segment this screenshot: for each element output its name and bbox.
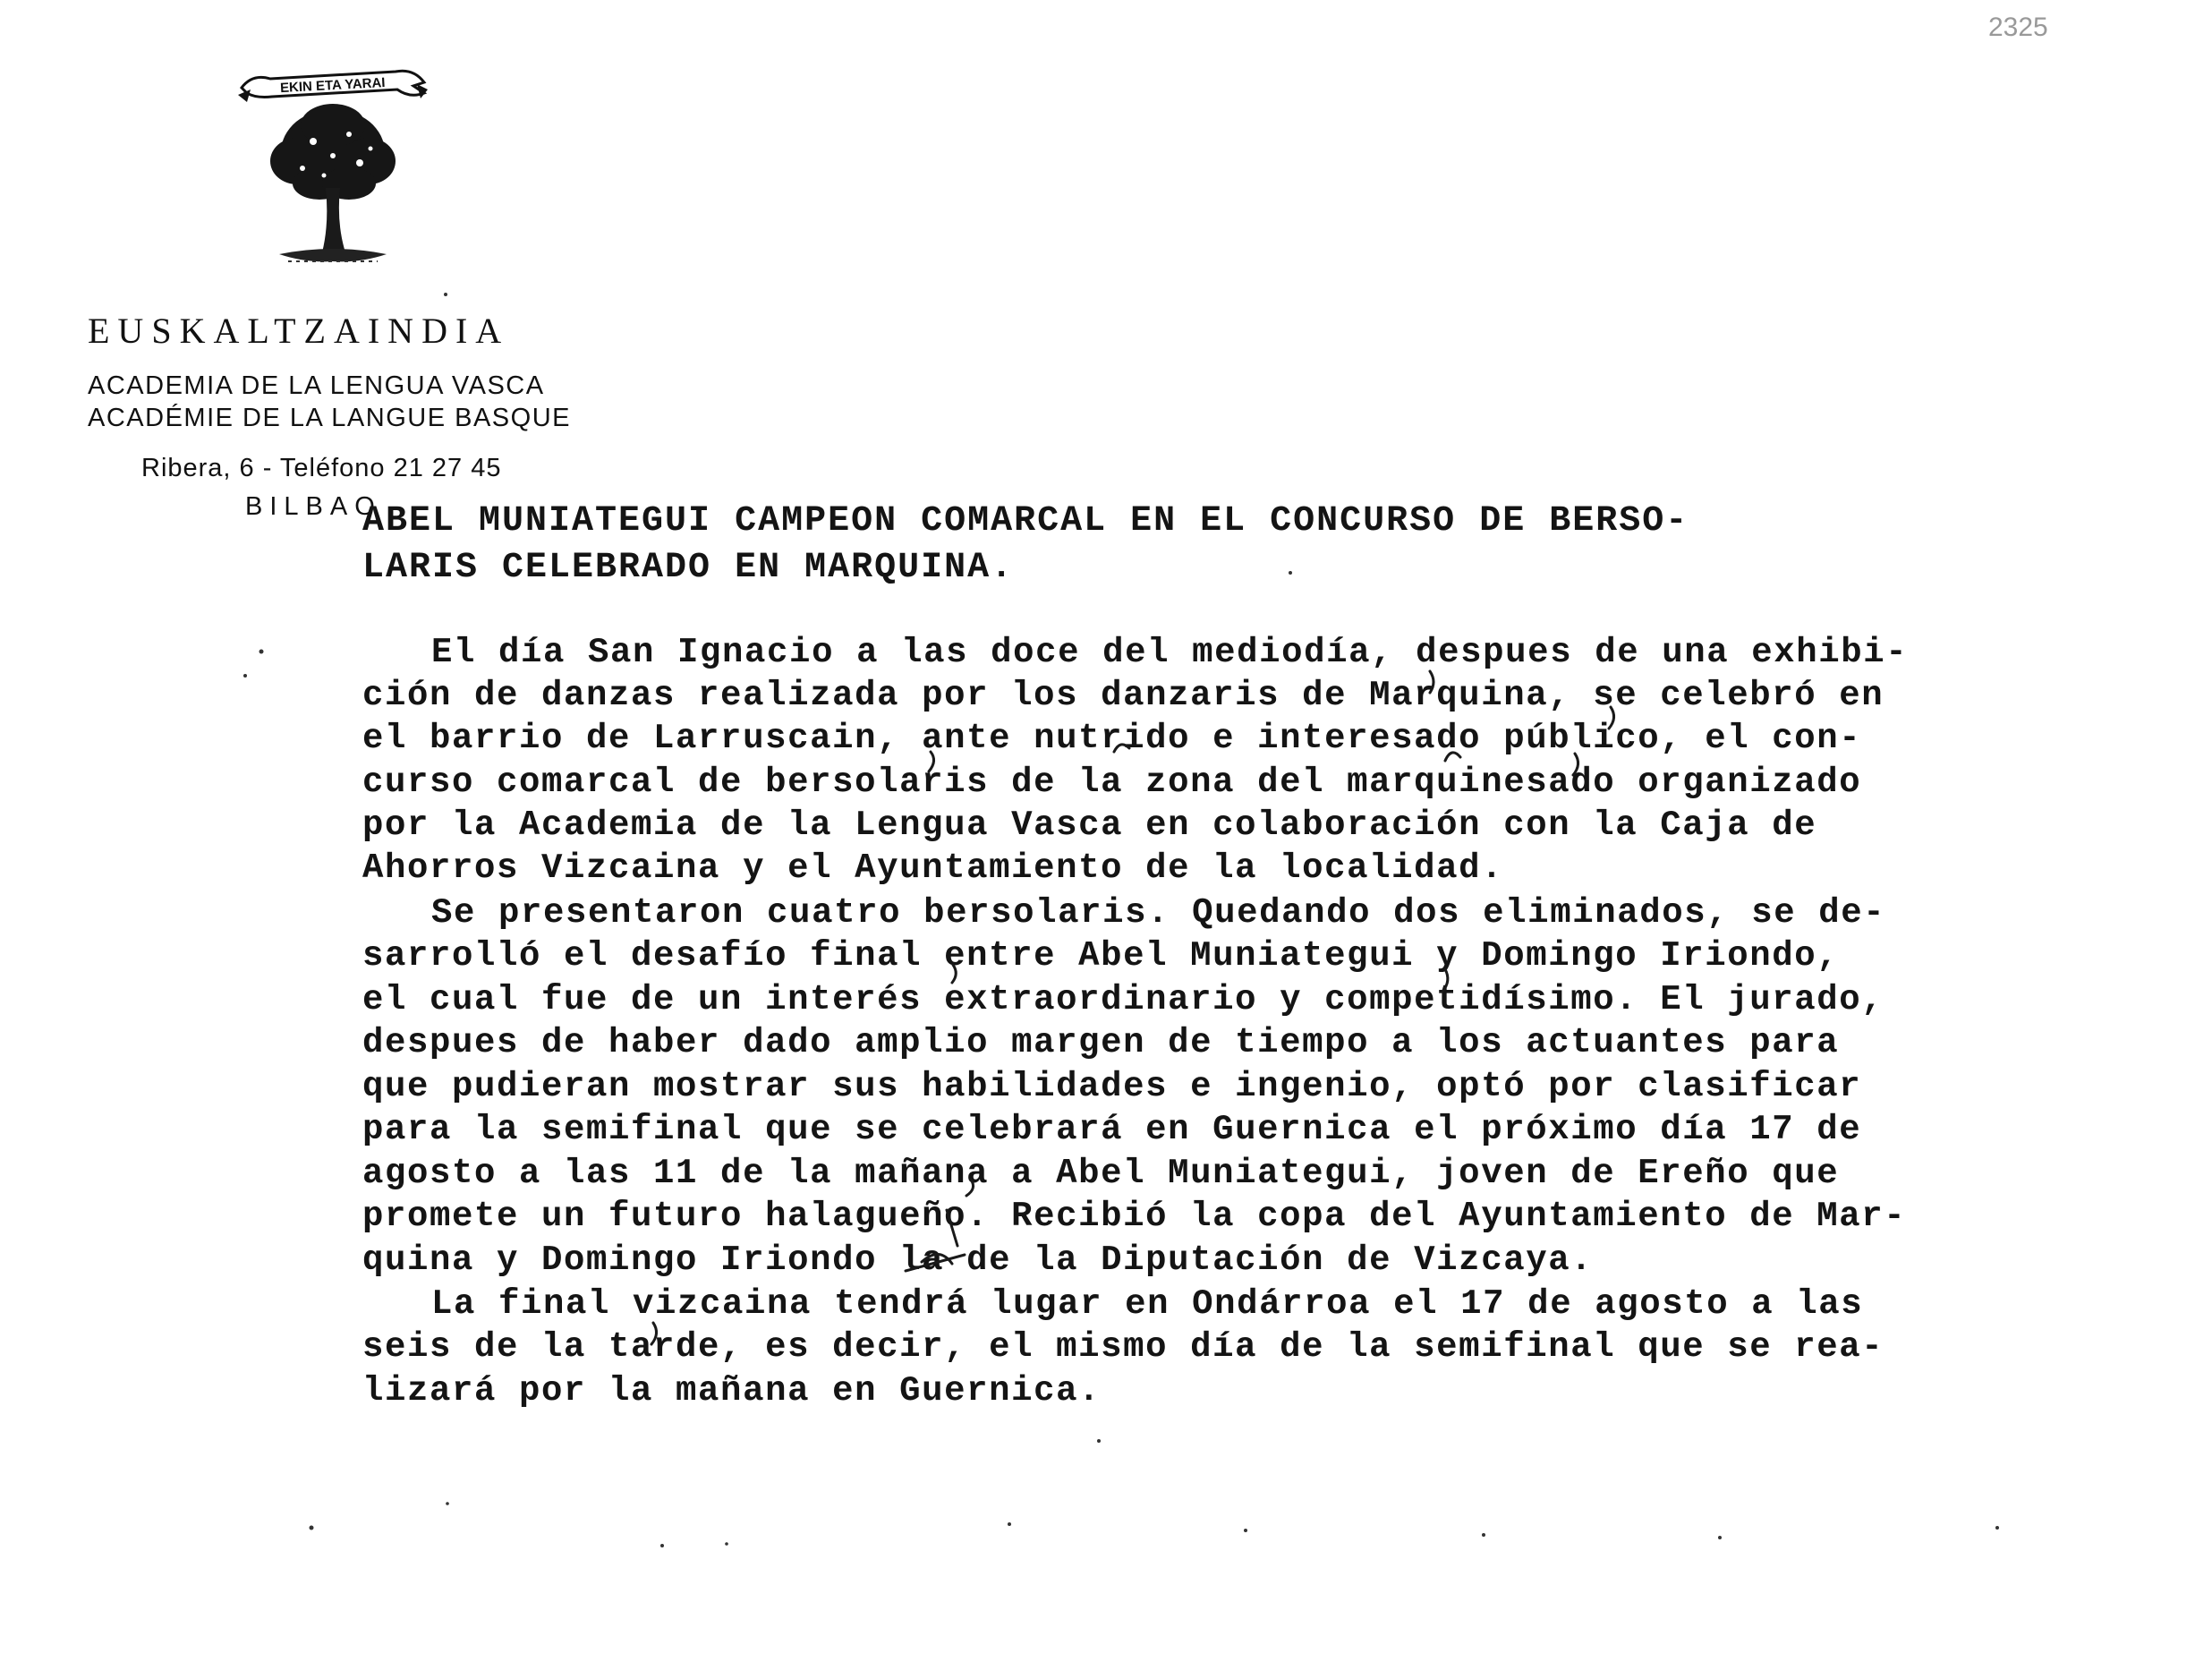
body-line: despues de haber dado amplio margen de tiempo a los actuantes para xyxy=(362,1023,1840,1062)
organization-name: EUSKALTZAINDIA xyxy=(88,311,510,351)
motto-text: EKIN ETA YARAI xyxy=(279,74,386,97)
headline-line: ABEL MUNIATEGUI CAMPEON COMARCAL EN EL CONCURSO DE BERSO- xyxy=(362,501,1689,541)
organization-city: BILBAO xyxy=(245,492,382,521)
body-line: seis de la tarde, es decir, el mismo día de la semifinal que se rea- xyxy=(362,1327,1884,1367)
body-line: por la Academia de la Lengua Vasca en colaboración con la Caja de xyxy=(362,805,1817,845)
body-line: promete un futuro halagueño. Recibió la copa del Ayuntamiento de Mar- xyxy=(362,1197,1907,1236)
organization-address: Ribera, 6 - Teléfono 21 27 45 xyxy=(141,454,502,482)
body-line: el cual fue de un interés extraordinario y competidísimo. El jurado, xyxy=(362,980,1884,1019)
headline-line: LARIS CELEBRADO EN MARQUINA. xyxy=(362,548,1015,588)
body-line: lizará por la mañana en Guernica. xyxy=(362,1371,1102,1411)
archive-number: 2325 xyxy=(1988,13,2048,42)
body-line: ción de danzas realizada por los danzaris de Marquina, se celebró en xyxy=(362,676,1884,715)
body-line: agosto a las 11 de la mañana a Abel Muniategui, joven de Ereño que xyxy=(362,1154,1840,1193)
body-line: La final vizcaina tendrá lugar en Ondárroa el 17 de agosto a las xyxy=(431,1284,1864,1324)
body-line: que pudieran mostrar sus habilidades e ingenio, optó por clasificar xyxy=(362,1067,1862,1106)
organization-subtitle-spanish: ACADEMIA DE LA LENGUA VASCA xyxy=(88,371,545,400)
tree-emblem-logo xyxy=(234,63,431,277)
body-line: quina y Domingo Iriondo la de la Diputación de Vizcaya. xyxy=(362,1240,1594,1280)
body-line: para la semifinal que se celebrará en Guernica el próximo día 17 de xyxy=(362,1110,1862,1149)
body-line: El día San Ignacio a las doce del mediodía, despues de una exhibi- xyxy=(431,633,1909,672)
body-line: sarrolló el desafío final entre Abel Muniategui y Domingo Iriondo, xyxy=(362,936,1840,976)
body-line: curso comarcal de bersolaris de la zona del marquinesado organizado xyxy=(362,763,1862,802)
organization-subtitle-french: ACADÉMIE DE LA LANGUE BASQUE xyxy=(88,404,571,432)
body-line: Ahorros Vizcaina y el Ayuntamiento de la localidad. xyxy=(362,848,1504,888)
body-line: Se presentaron cuatro bersolaris. Quedando dos eliminados, se de- xyxy=(431,893,1886,933)
body-line: el barrio de Larruscain, ante nutrido e interesado público, el con- xyxy=(362,719,1862,758)
